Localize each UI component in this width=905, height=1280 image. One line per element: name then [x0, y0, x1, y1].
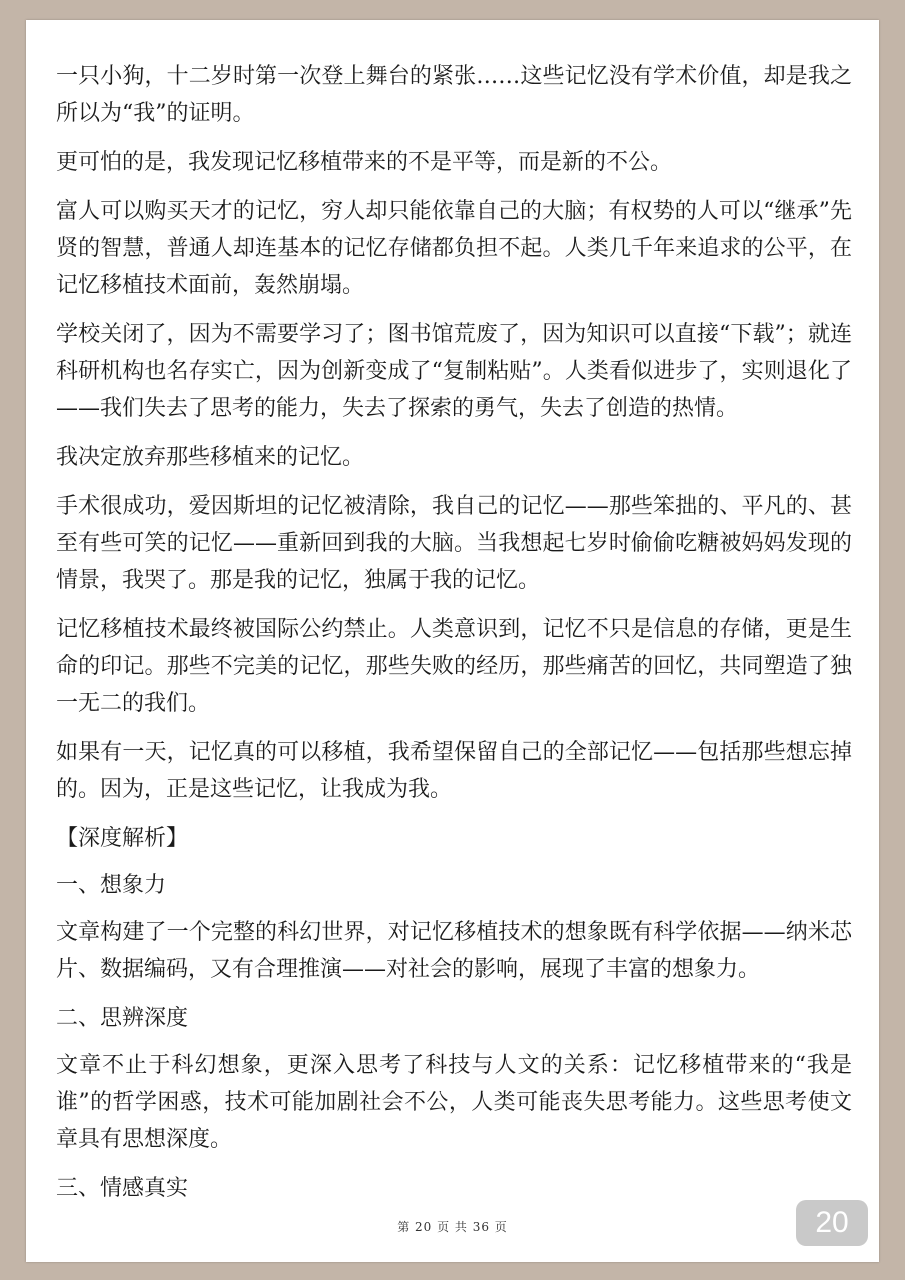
paragraph: 我决定放弃那些移植来的记忆。 [56, 445, 365, 470]
paragraph: 更可怕的是，我发现记忆移植带来的不是平等，而是新的不公。 [56, 150, 673, 175]
paragraph: 记忆移植技术最终被国际公约禁止。人类意识到，记忆不只是信息的存储，更是生命的印记。那些不完美的记忆，那些失败的经历，那些痛苦的回忆，共同塑造了独一无二的我们。 [56, 617, 852, 716]
analysis-heading: 三、情感真实 [56, 1176, 189, 1201]
analysis-heading: 二、思辨深度 [56, 1006, 189, 1031]
analysis-paragraph: 文章构建了一个完整的科幻世界，对记忆移植技术的想象既有科学依据——纳米芯片、数据编码，又有合理推演——对社会的影响，展现了丰富的想象力。 [56, 920, 852, 982]
paragraph: 学校关闭了，因为不需要学习了；图书馆荒废了，因为知识可以直接“下载”；就连科研机构也名存实亡，因为创新变成了“复制粘贴”。人类看似进步了，实则退化了——我们失去了思考的能力，失去了探索的勇气，失去了创造的热情。 [56, 322, 852, 421]
paragraph: 一只小狗，十二岁时第一次登上舞台的紧张……这些记忆没有学术价值，却是我之所以为“我”的证明。 [56, 64, 852, 126]
paragraph: 富人可以购买天才的记忆，穷人却只能依靠自己的大脑；有权势的人可以“继承”先贤的智慧，普通人却连基本的记忆存储都负担不起。人类几千年来追求的公平，在记忆移植技术面前，轰然崩塌。 [56, 199, 852, 298]
page-number-badge: 20 [796, 1200, 868, 1246]
document-body [56, 58, 852, 1217]
analysis-title: 【深度解析】 [56, 826, 189, 851]
analysis-heading: 一、想象力 [56, 873, 167, 898]
document-page [26, 20, 879, 1262]
paragraph: 如果有一天，记忆真的可以移植，我希望保留自己的全部记忆——包括那些想忘掉的。因为，正是这些记忆，让我成为我。 [56, 740, 852, 802]
page-footer: 第 20 页 共 36 页 [397, 1220, 508, 1234]
analysis-paragraph: 文章不止于科幻想象，更深入思考了科技与人文的关系：记忆移植带来的“我是谁”的哲学困惑，技术可能加剧社会不公，人类可能丧失思考能力。这些思考使文章具有思想深度。 [56, 1053, 852, 1152]
paragraph: 手术很成功，爱因斯坦的记忆被清除，我自己的记忆——那些笨拙的、平凡的、甚至有些可笑的记忆——重新回到我的大脑。当我想起七岁时偷偷吃糖被妈妈发现的情景，我哭了。那是我的记忆，独属于我的记忆。 [56, 494, 852, 593]
